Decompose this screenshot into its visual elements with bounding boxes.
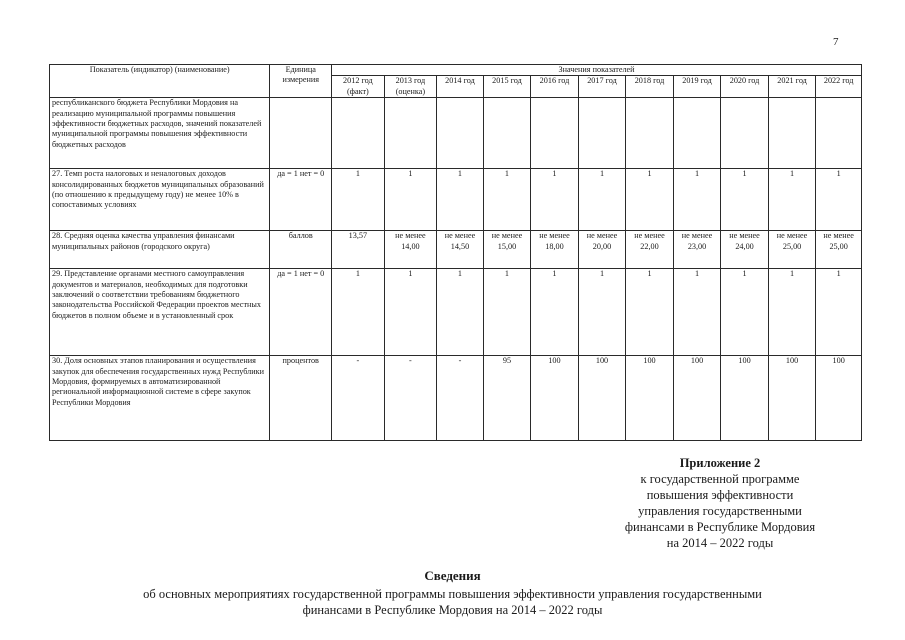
header-year: 2018 год: [626, 76, 674, 98]
indicator-value: [531, 98, 579, 169]
summary-line: финансами в Республике Мордовия на 2014 – 2022 годы: [302, 603, 603, 617]
indicator-value: не менее 14,00: [384, 231, 437, 269]
appendix-line: повышения эффективности: [646, 488, 794, 502]
indicator-value: 1: [673, 269, 721, 356]
indicator-value: 1: [437, 269, 484, 356]
summary-heading: Сведения: [424, 568, 481, 583]
indicator-value: [437, 98, 484, 169]
indicator-value: 1: [816, 269, 862, 356]
indicator-unit: да = 1 нет = 0: [270, 269, 332, 356]
appendix-line: финансами в Республике Мордовия: [624, 520, 816, 534]
indicator-value: 100: [626, 356, 674, 441]
indicator-value: не менее 23,00: [673, 231, 721, 269]
indicator-value: не менее 22,00: [626, 231, 674, 269]
indicator-value: 1: [578, 269, 626, 356]
indicator-value: 1: [531, 269, 579, 356]
table-row: [50, 98, 862, 169]
table-row: [50, 169, 862, 231]
header-year: 2015 год: [483, 76, 531, 98]
header-year: 2016 год: [531, 76, 579, 98]
indicator-value: 1: [721, 169, 769, 231]
header-values-title: Значения показателей: [332, 65, 862, 76]
indicator-unit: да = 1 нет = 0: [270, 169, 332, 231]
indicator-value: 1: [531, 169, 579, 231]
appendix-title: Приложение 2: [679, 456, 761, 470]
indicator-value: [384, 98, 437, 169]
summary-block: [40, 568, 865, 618]
indicator-unit: баллов: [270, 231, 332, 269]
header-year: 2020 год: [721, 76, 769, 98]
indicator-value: 1: [673, 169, 721, 231]
indicator-value: 1: [816, 169, 862, 231]
indicator-value: 1: [384, 169, 437, 231]
indicator-value: 100: [578, 356, 626, 441]
indicator-value: 95: [483, 356, 531, 441]
indicator-value: не менее 15,00: [483, 231, 531, 269]
indicator-value: 100: [531, 356, 579, 441]
indicator-value: 1: [626, 169, 674, 231]
indicator-value: [626, 98, 674, 169]
indicator-value: не менее 18,00: [531, 231, 579, 269]
indicator-value: 1: [332, 269, 385, 356]
indicator-name: 27. Темп роста налоговых и неналоговых доходов консолидированных бюджетов муниципальных образований (по отношению к предыдущему году) не менее 10% в сопоставимых условиях: [50, 169, 270, 231]
indicator-value: не менее 14,50: [437, 231, 484, 269]
indicator-value: 100: [768, 356, 816, 441]
indicator-value: 13,57: [332, 231, 385, 269]
appendix-line: на 2014 – 2022 годы: [666, 536, 774, 550]
indicator-name: республиканского бюджета Республики Мордовия на реализацию муниципальной программы повышения эффективности бюджетных расходов, значений показателей муниципальной программы повышения эффективности бюджетных расходов: [50, 98, 270, 169]
indicator-value: [768, 98, 816, 169]
indicators-table: [49, 64, 862, 441]
table-row: [50, 231, 862, 269]
indicator-value: 1: [437, 169, 484, 231]
indicator-value: не менее 20,00: [578, 231, 626, 269]
indicator-value: -: [332, 356, 385, 441]
indicator-unit: процентов: [270, 356, 332, 441]
indicator-value: 1: [721, 269, 769, 356]
indicator-value: 1: [332, 169, 385, 231]
indicator-name: 29. Представление органами местного самоуправления документов и материалов, необходимых для подготовки заключений о соответствии требованиям бюджетного законодательства Российской Федерации проектов местных бюджетов в полном объеме и в установленный срок: [50, 269, 270, 356]
indicator-value: 1: [578, 169, 626, 231]
appendix-block: [580, 455, 860, 551]
indicator-value: -: [437, 356, 484, 441]
indicator-value: [673, 98, 721, 169]
indicator-value: 1: [626, 269, 674, 356]
page-number: 7: [833, 36, 839, 48]
table-row: [50, 269, 862, 356]
header-year: 2014 год: [437, 76, 484, 98]
indicator-value: не менее 24,00: [721, 231, 769, 269]
summary-line: об основных мероприятиях государственной программы повышения эффективности управления государственными: [143, 587, 762, 601]
header-year: 2019 год: [673, 76, 721, 98]
header-indicator: Показатель (индикатор) (наименование): [50, 65, 270, 98]
indicator-value: 1: [768, 169, 816, 231]
header-year: 2021 год: [768, 76, 816, 98]
appendix-line: к государственной программе: [640, 472, 800, 486]
indicator-value: 1: [384, 269, 437, 356]
table-header-row: [50, 65, 862, 76]
header-unit: Единица измерения: [270, 65, 332, 98]
indicator-name: 30. Доля основных этапов планирования и осуществления закупок для обеспечения государственных нужд Республики Мордовия, формируемых в автоматизированной региональной информационной системе в сфере закупок Республики Мордовия: [50, 356, 270, 441]
table-row: [50, 356, 862, 441]
appendix-line: управления государственными: [638, 504, 802, 518]
indicator-value: 100: [816, 356, 862, 441]
indicator-value: 1: [483, 169, 531, 231]
indicator-value: [483, 98, 531, 169]
header-year: 2013 год (оценка): [384, 76, 437, 98]
indicator-value: не менее 25,00: [816, 231, 862, 269]
indicator-value: 1: [483, 269, 531, 356]
indicator-value: [578, 98, 626, 169]
indicator-value: 1: [768, 269, 816, 356]
indicator-value: 100: [721, 356, 769, 441]
indicator-name: 28. Средняя оценка качества управления финансами муниципальных районов (городского округа): [50, 231, 270, 269]
header-year: 2022 год: [816, 76, 862, 98]
header-year: 2012 год (факт): [332, 76, 385, 98]
indicator-value: 100: [673, 356, 721, 441]
indicator-unit: [270, 98, 332, 169]
header-year: 2017 год: [578, 76, 626, 98]
indicator-value: -: [384, 356, 437, 441]
indicator-value: [816, 98, 862, 169]
indicator-value: [721, 98, 769, 169]
indicator-value: не менее 25,00: [768, 231, 816, 269]
indicator-value: [332, 98, 385, 169]
